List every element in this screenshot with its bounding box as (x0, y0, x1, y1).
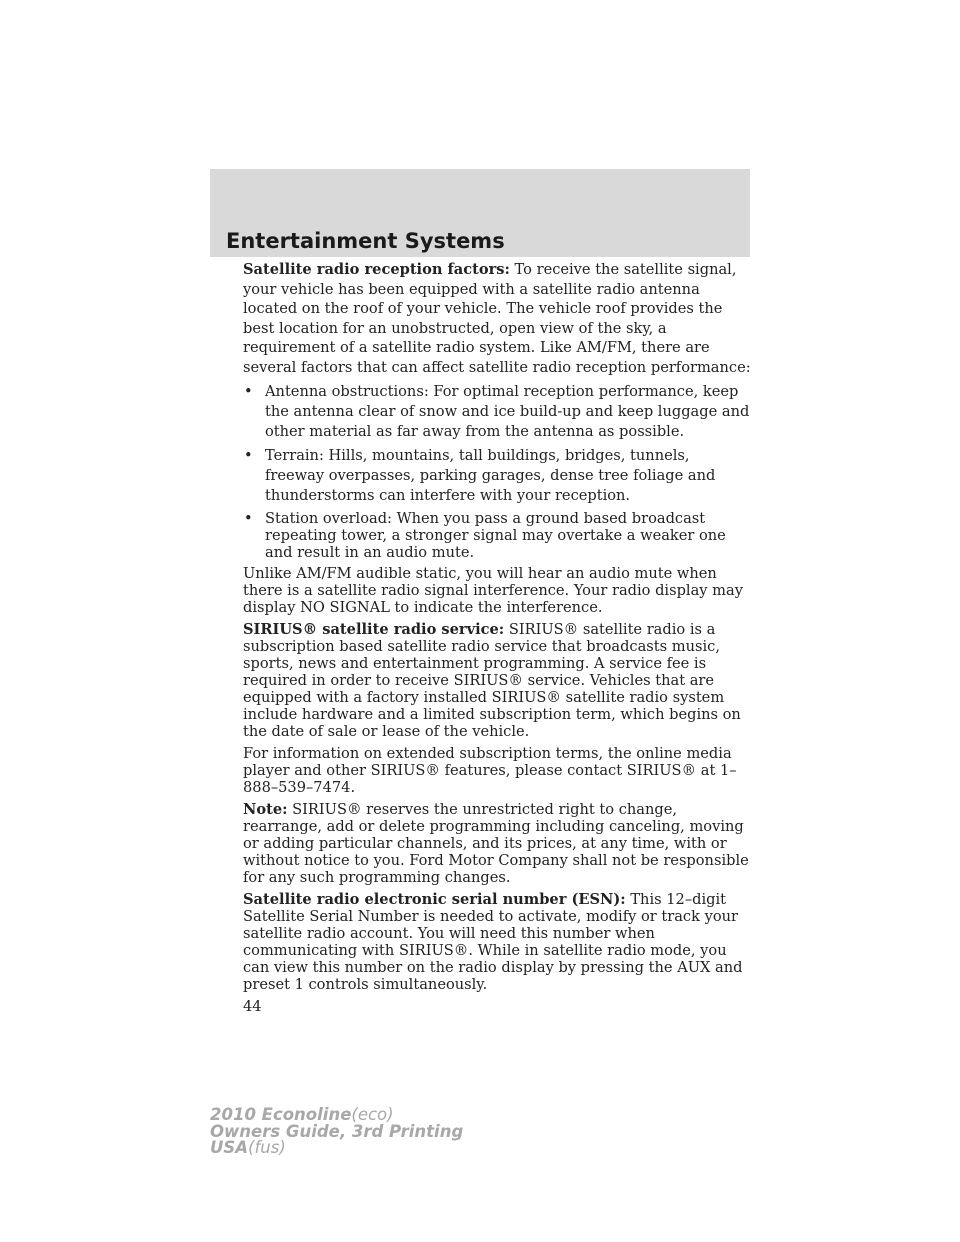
paragraph-audio-mute: Unlike AM/FM audible static, you will hear an audio mute when there is a satellite radio signal interference. Your radio display may display NO SIGNAL to indicate the interference. (243, 565, 743, 616)
paragraph-lead: Satellite radio electronic serial number (ESN): (243, 891, 626, 908)
page-number: 44 (243, 998, 262, 1015)
footer-market-code: (fus) (248, 1138, 286, 1157)
paragraph-sirius-service (243, 621, 753, 740)
bullet-icon: • (244, 383, 253, 400)
footer-model-name: 2010 Econoline (210, 1105, 352, 1124)
list-item (243, 446, 753, 506)
section-header (210, 169, 750, 257)
list-item (243, 510, 753, 561)
footer-line-market (210, 1140, 463, 1157)
paragraph-subscription-info: For information on extended subscription terms, the online media player and other SIRIUS® features, please contact SIRIUS® at 1–888–539–7474. (243, 745, 737, 796)
list-item-text: Antenna obstructions: For optimal reception performance, keep the antenna clear of snow and ice build-up and keep luggage and other material as far away from the antenna as possible. (265, 383, 750, 440)
list-item-text: Station overload: When you pass a ground based broadcast repeating tower, a stronger signal may overtake a weaker one and result in an audio mute. (265, 510, 726, 561)
list-item (243, 382, 753, 442)
paragraph-lead: Satellite radio reception factors: (243, 261, 510, 278)
paragraph-text: SIRIUS® satellite radio is a subscription based satellite radio service that broadcasts music, sports, news and entertainment programming. A service fee is required in order to receive SIRIUS® service. Vehicles that are equipped with a factory installed SIRIUS® satellite radio system include hardware and a limited subscription term, which begins on the date of sale or lease of the vehicle. (243, 621, 741, 740)
paragraph-lead: Note: (243, 801, 288, 818)
footer-line-guide: Owners Guide, 3rd Printing (210, 1121, 464, 1141)
section-title: Entertainment Systems (226, 229, 505, 253)
paragraph-lead: SIRIUS® satellite radio service: (243, 621, 505, 638)
paragraph-note (243, 801, 753, 886)
paragraph-text: This 12–digit Satellite Serial Number is needed to activate, modify or track your satellite radio account. You will need this number when communicating with SIRIUS®. While in satellite radio mode, you can view this number on the radio display by pressing the AUX and preset 1 controls simultaneously. (243, 891, 743, 993)
paragraph-reception-factors (243, 260, 753, 377)
paragraph-text: To receive the satellite signal, your vehicle has been equipped with a satellite radio antenna located on the roof of your vehicle. The vehicle roof provides the best location for an unobstructed, open view of the sky, a requirement of a satellite radio system. Like AM/FM, there are several factors that can affect satellite radio reception performance: (243, 261, 751, 376)
list-item-text: Terrain: Hills, mountains, tall buildings, bridges, tunnels, freeway overpasses, parking garages, dense tree foliage and thunderstorms can interfere with your reception. (265, 447, 716, 504)
footer-model-code: (eco) (351, 1105, 394, 1124)
bullet-icon: • (244, 447, 253, 464)
paragraph-text: SIRIUS® reserves the unrestricted right to change, rearrange, add or delete programming including canceling, moving or adding particular channels, and its prices, at any time, with or without notice to you. Ford Motor Company shall not be responsible for any such programming changes. (243, 801, 749, 886)
document-footer (210, 1107, 463, 1157)
footer-market-name: USA (210, 1138, 249, 1157)
paragraph-esn (243, 891, 753, 993)
bullet-icon: • (244, 510, 253, 527)
page-content (243, 260, 753, 1015)
